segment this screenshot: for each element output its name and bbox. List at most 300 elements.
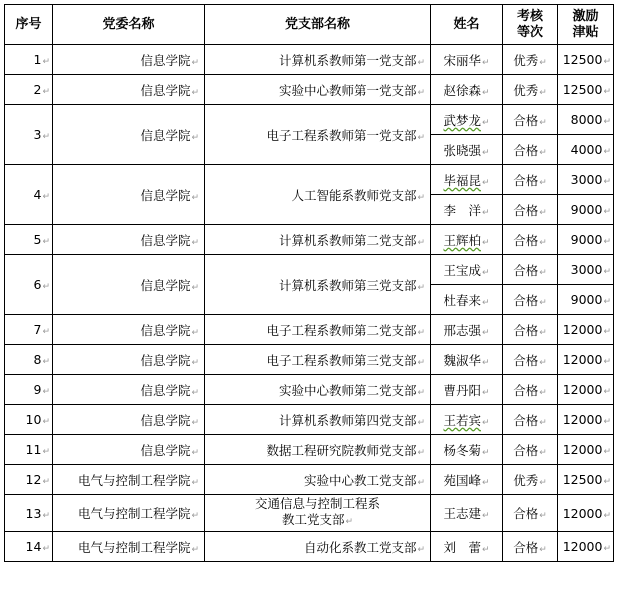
paragraph-mark: ↵ — [191, 132, 199, 143]
seq-cell-text: 12 — [25, 472, 42, 487]
seq-cell-text: 11 — [25, 442, 42, 457]
paragraph-mark: ↵ — [191, 417, 199, 428]
branch-cell-text: 数据工程研究院教师党支部 — [266, 442, 417, 458]
grade-cell — [503, 315, 558, 345]
branch-cell-text: 实验中心教师第二党支部 — [278, 382, 417, 398]
paragraph-mark: ↵ — [417, 282, 425, 293]
paragraph-mark: ↵ — [481, 207, 490, 218]
header-seq: 序号 — [5, 5, 53, 45]
branch-cell — [205, 45, 431, 75]
bonus-cell — [558, 135, 614, 165]
table-row — [5, 345, 614, 375]
paragraph-mark: ↵ — [603, 267, 611, 277]
table-row — [5, 255, 614, 285]
committee-cell-text: 信息学院 — [140, 322, 191, 338]
paragraph-mark: ↵ — [603, 147, 611, 157]
grade-cell — [503, 135, 558, 165]
paragraph-mark: ↵ — [481, 511, 490, 521]
seq-cell-text: 5 — [33, 232, 42, 247]
committee-cell — [53, 315, 205, 345]
committee-cell — [53, 105, 205, 165]
paragraph-mark: ↵ — [42, 387, 50, 397]
table-row — [5, 405, 614, 435]
name-cell-text: 张晓强 — [443, 142, 481, 158]
bonus-cell-text: 3000 — [570, 262, 603, 277]
seq-cell — [5, 75, 53, 105]
paragraph-mark: ↵ — [191, 57, 199, 68]
header-committee: 党委名称 — [53, 5, 205, 45]
paragraph-mark: ↵ — [539, 177, 547, 188]
seq-cell-text: 14 — [25, 539, 42, 554]
paragraph-mark: ↵ — [42, 544, 50, 554]
bonus-cell — [558, 495, 614, 532]
seq-cell — [5, 105, 53, 165]
paragraph-mark: ↵ — [603, 357, 611, 367]
name-cell-text: 王志建 — [443, 506, 481, 521]
grade-cell-text: 合格 — [513, 322, 539, 338]
paragraph-mark: ↵ — [417, 237, 425, 248]
seq-cell-text: 2 — [33, 82, 42, 97]
grade-cell-text: 合格 — [513, 142, 539, 158]
branch-cell — [205, 375, 431, 405]
grade-cell — [503, 345, 558, 375]
seq-cell — [5, 465, 53, 495]
branch-cell — [205, 532, 431, 562]
paragraph-mark: ↵ — [481, 357, 490, 368]
committee-cell-text: 信息学院 — [140, 127, 191, 143]
paragraph-mark: ↵ — [481, 387, 490, 398]
paragraph-mark: ↵ — [539, 57, 547, 68]
committee-cell-text: 信息学院 — [140, 232, 191, 248]
branch-cell — [205, 345, 431, 375]
paragraph-mark: ↵ — [42, 477, 50, 487]
branch-cell — [205, 495, 431, 532]
paragraph-mark: ↵ — [42, 417, 50, 427]
seq-cell-text: 6 — [33, 277, 42, 292]
seq-cell — [5, 345, 53, 375]
branch-cell — [205, 165, 431, 225]
grade-cell — [503, 375, 558, 405]
branch-cell-text: 电子工程系教师第三党支部 — [266, 352, 417, 368]
bonus-table — [4, 4, 614, 562]
bonus-cell — [558, 75, 614, 105]
branch-cell — [205, 255, 431, 315]
name-cell-text: 杨冬菊 — [443, 442, 481, 458]
paragraph-mark: ↵ — [539, 447, 547, 458]
paragraph-mark: ↵ — [603, 57, 611, 67]
paragraph-mark: ↵ — [417, 417, 425, 428]
table-row — [5, 225, 614, 255]
committee-cell — [53, 75, 205, 105]
paragraph-mark: ↵ — [191, 477, 199, 488]
table-row — [5, 45, 614, 75]
grade-cell — [503, 195, 558, 225]
name-cell — [431, 255, 503, 285]
paragraph-mark: ↵ — [42, 510, 50, 521]
paragraph-mark: ↵ — [191, 192, 199, 203]
bonus-cell — [558, 465, 614, 495]
branch-cell-text: 计算机系教师第三党支部 — [278, 277, 417, 293]
branch-cell-text: 电子工程系教师第二党支部 — [266, 322, 417, 338]
branch-cell — [205, 105, 431, 165]
grade-cell — [503, 285, 558, 315]
name-cell — [431, 225, 503, 255]
branch-cell-text: 实验中心教师第一党支部 — [278, 82, 417, 98]
paragraph-mark: ↵ — [539, 87, 547, 98]
bonus-cell — [558, 195, 614, 225]
bonus-cell-text: 9000 — [570, 292, 603, 307]
paragraph-mark: ↵ — [603, 544, 611, 554]
bonus-cell — [558, 375, 614, 405]
name-cell — [431, 375, 503, 405]
bonus-cell-text: 12000 — [562, 442, 603, 457]
paragraph-mark: ↵ — [603, 417, 611, 427]
committee-cell-text: 信息学院 — [140, 412, 191, 428]
name-cell — [431, 285, 503, 315]
table-body — [5, 45, 614, 562]
paragraph-mark: ↵ — [481, 417, 490, 428]
seq-cell — [5, 315, 53, 345]
name-cell — [431, 75, 503, 105]
committee-cell — [53, 405, 205, 435]
grade-cell-text: 合格 — [513, 506, 539, 521]
paragraph-mark: ↵ — [42, 282, 50, 292]
seq-cell — [5, 255, 53, 315]
bonus-cell-text: 12000 — [562, 352, 603, 367]
name-cell-text: 王辉柏 — [443, 232, 481, 248]
name-cell-text: 王若宾 — [443, 412, 481, 428]
paragraph-mark: ↵ — [417, 57, 425, 68]
grade-cell-text: 优秀 — [513, 82, 539, 98]
header-bonus: 激励 津贴 — [558, 5, 614, 45]
paragraph-mark: ↵ — [481, 237, 490, 248]
paragraph-mark: ↵ — [539, 147, 547, 158]
name-cell — [431, 465, 503, 495]
paragraph-mark: ↵ — [417, 477, 425, 488]
name-cell-text: 李 洋 — [443, 202, 481, 218]
paragraph-mark: ↵ — [481, 87, 490, 98]
name-cell — [431, 165, 503, 195]
paragraph-mark: ↵ — [417, 87, 425, 98]
seq-cell — [5, 495, 53, 532]
grade-cell-text: 优秀 — [513, 472, 539, 488]
paragraph-mark: ↵ — [191, 87, 199, 98]
grade-cell — [503, 435, 558, 465]
name-cell-text: 魏淑华 — [443, 352, 481, 368]
bonus-cell — [558, 345, 614, 375]
table-row — [5, 165, 614, 195]
bonus-cell-text: 9000 — [570, 202, 603, 217]
committee-cell — [53, 435, 205, 465]
grade-cell-text: 合格 — [513, 202, 539, 218]
paragraph-mark: ↵ — [42, 357, 50, 367]
grade-cell-text: 合格 — [513, 442, 539, 458]
paragraph-mark: ↵ — [42, 237, 50, 247]
paragraph-mark: ↵ — [539, 417, 547, 428]
paragraph-mark: ↵ — [539, 511, 547, 521]
bonus-cell — [558, 405, 614, 435]
name-cell-text: 苑国峰 — [443, 472, 481, 488]
branch-cell-text: 电子工程系教师第一党支部 — [266, 127, 417, 143]
seq-cell — [5, 225, 53, 255]
seq-cell — [5, 405, 53, 435]
committee-cell-text: 信息学院 — [140, 82, 191, 98]
paragraph-mark: ↵ — [539, 544, 547, 555]
committee-cell-text: 信息学院 — [140, 277, 191, 293]
seq-cell — [5, 375, 53, 405]
grade-cell-text: 合格 — [513, 382, 539, 398]
bonus-cell-text: 8000 — [570, 112, 603, 127]
name-cell-text: 武梦龙 — [443, 112, 481, 128]
grade-cell — [503, 75, 558, 105]
bonus-cell — [558, 532, 614, 562]
branch-line2: 教工党支部 — [281, 512, 345, 527]
header-name: 姓名 — [431, 5, 503, 45]
bonus-cell-text: 4000 — [570, 142, 603, 157]
paragraph-mark: ↵ — [417, 447, 425, 458]
paragraph-mark: ↵ — [42, 57, 50, 67]
grade-cell-text: 合格 — [513, 292, 539, 308]
paragraph-mark: ↵ — [603, 510, 611, 521]
grade-cell-text: 合格 — [513, 232, 539, 248]
table-row — [5, 315, 614, 345]
paragraph-mark: ↵ — [42, 447, 50, 457]
paragraph-mark: ↵ — [42, 192, 50, 202]
seq-cell-text: 9 — [33, 382, 42, 397]
bonus-cell — [558, 285, 614, 315]
grade-cell-text: 合格 — [513, 352, 539, 368]
branch-cell-text: 计算机系教师第二党支部 — [278, 232, 417, 248]
committee-cell — [53, 225, 205, 255]
name-cell — [431, 495, 503, 532]
seq-cell — [5, 45, 53, 75]
branch-cell — [205, 405, 431, 435]
branch-cell-text: 人工智能系教师党支部 — [291, 187, 417, 203]
name-cell-text: 毕福昆 — [443, 172, 481, 188]
committee-cell-text: 信息学院 — [140, 52, 191, 68]
paragraph-mark: ↵ — [417, 357, 425, 368]
paragraph-mark: ↵ — [539, 117, 547, 128]
paragraph-mark: ↵ — [481, 327, 490, 338]
committee-cell-text: 电气与控制工程学院 — [77, 472, 191, 488]
committee-cell — [53, 495, 205, 532]
seq-cell-text: 7 — [33, 322, 42, 337]
grade-cell — [503, 465, 558, 495]
committee-cell-text: 信息学院 — [140, 352, 191, 368]
paragraph-mark: ↵ — [345, 517, 354, 527]
grade-cell-text: 合格 — [513, 172, 539, 188]
branch-cell-text: 实验中心教工党支部 — [303, 472, 417, 488]
name-cell-text: 赵徐森 — [443, 82, 481, 98]
grade-cell — [503, 495, 558, 532]
branch-line1: 交通信息与控制工程系 — [254, 496, 380, 511]
name-cell-text: 刘 蕾 — [443, 539, 481, 555]
grade-cell-text: 合格 — [513, 412, 539, 428]
paragraph-mark: ↵ — [539, 357, 547, 368]
paragraph-mark: ↵ — [191, 511, 199, 521]
paragraph-mark: ↵ — [42, 87, 50, 97]
paragraph-mark: ↵ — [539, 477, 547, 488]
paragraph-mark: ↵ — [603, 387, 611, 397]
committee-cell — [53, 345, 205, 375]
branch-cell-text: 自动化系教工党支部 — [303, 539, 417, 555]
branch-cell-text: 计算机系教师第四党支部 — [278, 412, 417, 428]
seq-cell — [5, 165, 53, 225]
branch-cell — [205, 225, 431, 255]
bonus-cell — [558, 165, 614, 195]
bonus-cell-text: 12000 — [562, 505, 603, 521]
bonus-cell-text: 12000 — [562, 322, 603, 337]
seq-cell — [5, 435, 53, 465]
table-row — [5, 465, 614, 495]
committee-cell-text: 电气与控制工程学院 — [77, 539, 191, 555]
bonus-cell — [558, 45, 614, 75]
grade-cell — [503, 405, 558, 435]
table-row — [5, 75, 614, 105]
paragraph-mark: ↵ — [539, 237, 547, 248]
name-cell — [431, 315, 503, 345]
paragraph-mark: ↵ — [481, 117, 490, 128]
paragraph-mark: ↵ — [603, 237, 611, 247]
bonus-cell — [558, 225, 614, 255]
name-cell-text: 曹丹阳 — [443, 382, 481, 398]
grade-cell — [503, 45, 558, 75]
paragraph-mark: ↵ — [481, 477, 490, 488]
seq-cell-text: 13 — [25, 505, 42, 521]
paragraph-mark: ↵ — [481, 147, 490, 158]
seq-cell-text: 4 — [33, 187, 42, 202]
name-cell — [431, 405, 503, 435]
bonus-cell-text: 12500 — [562, 52, 603, 67]
paragraph-mark: ↵ — [191, 447, 199, 458]
table-row — [5, 105, 614, 135]
grade-cell-text: 合格 — [513, 262, 539, 278]
paragraph-mark: ↵ — [539, 387, 547, 398]
name-cell — [431, 435, 503, 465]
bonus-cell-text: 12000 — [562, 382, 603, 397]
paragraph-mark: ↵ — [42, 132, 50, 142]
paragraph-mark: ↵ — [481, 447, 490, 458]
paragraph-mark: ↵ — [603, 177, 611, 187]
grade-cell-text: 合格 — [513, 539, 539, 555]
bonus-cell — [558, 315, 614, 345]
paragraph-mark: ↵ — [191, 544, 199, 555]
paragraph-mark: ↵ — [603, 477, 611, 487]
grade-cell-text: 优秀 — [513, 52, 539, 68]
committee-cell-text: 电气与控制工程学院 — [77, 506, 191, 521]
name-cell — [431, 45, 503, 75]
grade-cell-text: 合格 — [513, 112, 539, 128]
branch-cell — [205, 465, 431, 495]
seq-cell — [5, 532, 53, 562]
paragraph-mark: ↵ — [481, 297, 490, 308]
paragraph-mark: ↵ — [481, 177, 490, 188]
committee-cell — [53, 45, 205, 75]
committee-cell-text: 信息学院 — [140, 187, 191, 203]
paragraph-mark: ↵ — [603, 297, 611, 307]
paragraph-mark: ↵ — [417, 387, 425, 398]
branch-cell-text: 计算机系教师第一党支部 — [278, 52, 417, 68]
paragraph-mark: ↵ — [417, 192, 425, 203]
name-cell — [431, 105, 503, 135]
grade-cell — [503, 255, 558, 285]
name-cell-text: 王宝成 — [443, 262, 481, 278]
name-cell — [431, 135, 503, 165]
bonus-cell-text: 3000 — [570, 172, 603, 187]
header-branch: 党支部名称 — [205, 5, 431, 45]
name-cell — [431, 195, 503, 225]
bonus-cell-text: 9000 — [570, 232, 603, 247]
table-row — [5, 435, 614, 465]
bonus-cell — [558, 105, 614, 135]
seq-cell-text: 8 — [33, 352, 42, 367]
name-cell — [431, 532, 503, 562]
paragraph-mark: ↵ — [539, 327, 547, 338]
grade-cell — [503, 105, 558, 135]
bonus-cell-text: 12500 — [562, 82, 603, 97]
document-area — [4, 4, 614, 562]
committee-cell — [53, 255, 205, 315]
grade-cell — [503, 532, 558, 562]
committee-cell — [53, 532, 205, 562]
paragraph-mark: ↵ — [417, 327, 425, 338]
name-cell — [431, 345, 503, 375]
name-cell-text: 宋丽华 — [443, 52, 481, 68]
paragraph-mark: ↵ — [603, 207, 611, 217]
paragraph-mark: ↵ — [481, 267, 490, 278]
paragraph-mark: ↵ — [191, 237, 199, 248]
branch-cell — [205, 315, 431, 345]
seq-cell-text: 1 — [33, 52, 42, 67]
paragraph-mark: ↵ — [539, 297, 547, 308]
grade-cell — [503, 165, 558, 195]
committee-cell — [53, 465, 205, 495]
paragraph-mark: ↵ — [539, 207, 547, 218]
paragraph-mark: ↵ — [191, 282, 199, 293]
bonus-cell — [558, 255, 614, 285]
paragraph-mark: ↵ — [603, 447, 611, 457]
paragraph-mark: ↵ — [539, 267, 547, 278]
committee-cell — [53, 375, 205, 405]
committee-cell — [53, 165, 205, 225]
branch-cell — [205, 435, 431, 465]
paragraph-mark: ↵ — [481, 544, 490, 555]
bonus-cell-text: 12000 — [562, 539, 603, 554]
header-row — [5, 5, 614, 45]
paragraph-mark: ↵ — [603, 327, 611, 337]
paragraph-mark: ↵ — [417, 132, 425, 143]
seq-cell-text: 10 — [25, 412, 42, 427]
grade-cell — [503, 225, 558, 255]
table-row — [5, 375, 614, 405]
header-grade: 考核 等次 — [503, 5, 558, 45]
paragraph-mark: ↵ — [42, 327, 50, 337]
paragraph-mark: ↵ — [603, 87, 611, 97]
table-row — [5, 495, 614, 532]
name-cell-text: 杜春来 — [443, 292, 481, 308]
branch-cell — [205, 75, 431, 105]
seq-cell-text: 3 — [33, 127, 42, 142]
table-row — [5, 532, 614, 562]
bonus-cell-text: 12500 — [562, 472, 603, 487]
committee-cell-text: 信息学院 — [140, 442, 191, 458]
paragraph-mark: ↵ — [191, 327, 199, 338]
name-cell-text: 邢志强 — [443, 322, 481, 338]
bonus-cell — [558, 435, 614, 465]
bonus-cell-text: 12000 — [562, 412, 603, 427]
paragraph-mark: ↵ — [481, 57, 490, 68]
committee-cell-text: 信息学院 — [140, 382, 191, 398]
